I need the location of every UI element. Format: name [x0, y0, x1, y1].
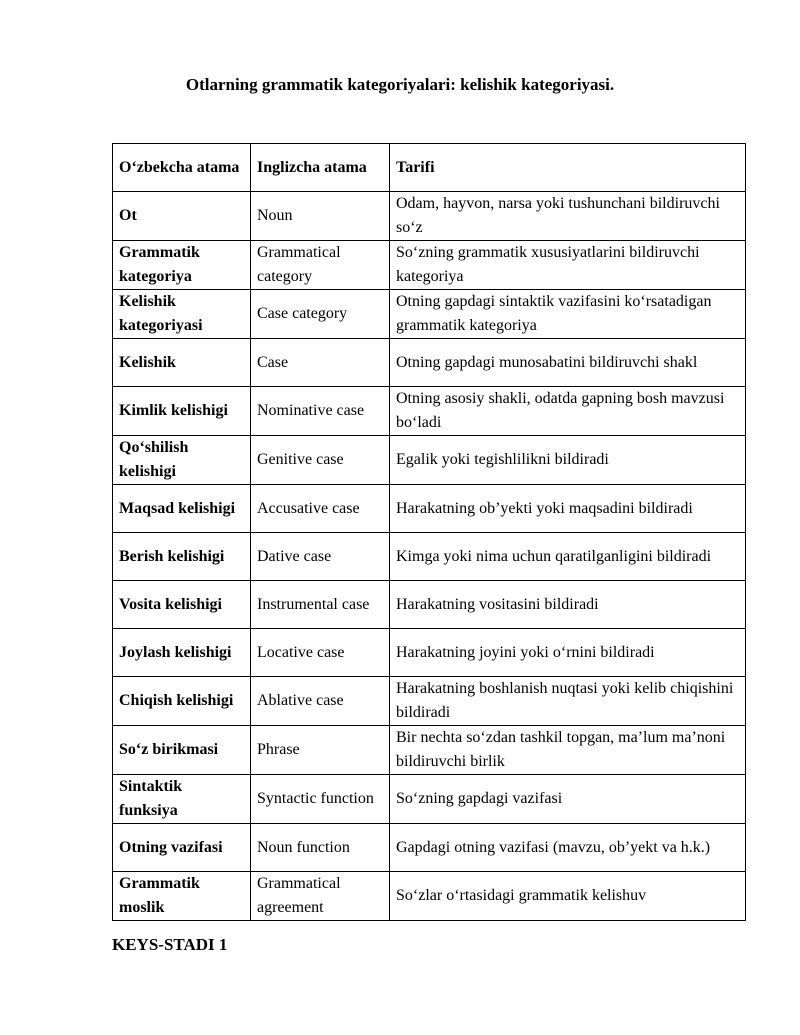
- table-row: [113, 290, 746, 339]
- english-term-cell: Noun function: [251, 824, 390, 872]
- english-term-cell: Instrumental case: [251, 581, 390, 629]
- uzbek-term-cell: Vosita kelishigi: [113, 581, 251, 629]
- uzbek-term-cell: So‘z birikmasi: [113, 726, 251, 775]
- uzbek-term-cell: Otning vazifasi: [113, 824, 251, 872]
- english-term-cell: Grammatical agreement: [251, 872, 390, 921]
- english-term-cell: Accusative case: [251, 485, 390, 533]
- definition-cell: Gapdagi otning vazifasi (mavzu, ob’yekt va h.k.): [390, 824, 746, 872]
- table-row: [113, 533, 746, 581]
- english-term-cell: Nominative case: [251, 387, 390, 436]
- uzbek-term-cell: Kelishik: [113, 339, 251, 387]
- definition-cell: So‘zlar o‘rtasidagi grammatik kelishuv: [390, 872, 746, 921]
- uzbek-term-cell: Kelishik kategoriyasi: [113, 290, 251, 339]
- uzbek-term-cell: Kimlik kelishigi: [113, 387, 251, 436]
- table-row: [113, 872, 746, 921]
- table-row: [113, 436, 746, 485]
- english-term-cell: Genitive case: [251, 436, 390, 485]
- definition-cell: Bir nechta so‘zdan tashkil topgan, ma’lum ma’noni bildiruvchi birlik: [390, 726, 746, 775]
- definition-cell: Otning asosiy shakli, odatda gapning bosh mavzusi bo‘ladi: [390, 387, 746, 436]
- definition-cell: So‘zning grammatik xususiyatlarini bildiruvchi kategoriya: [390, 241, 746, 290]
- table-row: [113, 824, 746, 872]
- definition-cell: Kimga yoki nima uchun qaratilganligini bildiradi: [390, 533, 746, 581]
- table-row: [113, 775, 746, 824]
- uzbek-term-cell: Berish kelishigi: [113, 533, 251, 581]
- definition-cell: Otning gapdagi sintaktik vazifasini ko‘rsatadigan grammatik kategoriya: [390, 290, 746, 339]
- definition-cell: Harakatning boshlanish nuqtasi yoki kelib chiqishini bildiradi: [390, 677, 746, 726]
- uzbek-term-cell: Maqsad kelishigi: [113, 485, 251, 533]
- uzbek-term-cell: Ot: [113, 192, 251, 241]
- uzbek-term-cell: Sintaktik funksiya: [113, 775, 251, 824]
- table-row: [113, 581, 746, 629]
- english-term-cell: Locative case: [251, 629, 390, 677]
- header-definition: Tarifi: [390, 144, 746, 192]
- table-row: [113, 677, 746, 726]
- english-term-cell: Grammatical category: [251, 241, 390, 290]
- definition-cell: Otning gapdagi munosabatini bildiruvchi shakl: [390, 339, 746, 387]
- page-title: Otlarning grammatik kategoriyalari: kelishik kategoriyasi.: [185, 75, 615, 94]
- table-row: [113, 241, 746, 290]
- table-row: [113, 726, 746, 775]
- english-term-cell: Syntactic function: [251, 775, 390, 824]
- table-row: [113, 192, 746, 241]
- table-header-row: [113, 144, 746, 192]
- english-term-cell: Case category: [251, 290, 390, 339]
- table-row: [113, 387, 746, 436]
- english-term-cell: Phrase: [251, 726, 390, 775]
- uzbek-term-cell: Qo‘shilish kelishigi: [113, 436, 251, 485]
- header-uzbek-term: O‘zbekcha atama: [113, 144, 251, 192]
- table-row: [113, 485, 746, 533]
- definition-cell: So‘zning gapdagi vazifasi: [390, 775, 746, 824]
- uzbek-term-cell: Grammatik kategoriya: [113, 241, 251, 290]
- table-row: [113, 339, 746, 387]
- uzbek-term-cell: Joylash kelishigi: [113, 629, 251, 677]
- english-term-cell: Case: [251, 339, 390, 387]
- definition-cell: Egalik yoki tegishlilikni bildiradi: [390, 436, 746, 485]
- definition-cell: Odam, hayvon, narsa yoki tushunchani bildiruvchi so‘z: [390, 192, 746, 241]
- definition-cell: Harakatning ob’yekti yoki maqsadini bildiradi: [390, 485, 746, 533]
- english-term-cell: Dative case: [251, 533, 390, 581]
- english-term-cell: Ablative case: [251, 677, 390, 726]
- header-english-term: Inglizcha atama: [251, 144, 390, 192]
- section-heading: KEYS-STADI 1: [112, 935, 228, 954]
- uzbek-term-cell: Chiqish kelishigi: [113, 677, 251, 726]
- table-row: [113, 629, 746, 677]
- uzbek-term-cell: Grammatik moslik: [113, 872, 251, 921]
- definition-cell: Harakatning joyini yoki o‘rnini bildiradi: [390, 629, 746, 677]
- english-term-cell: Noun: [251, 192, 390, 241]
- definition-cell: Harakatning vositasini bildiradi: [390, 581, 746, 629]
- terminology-table: [112, 143, 746, 921]
